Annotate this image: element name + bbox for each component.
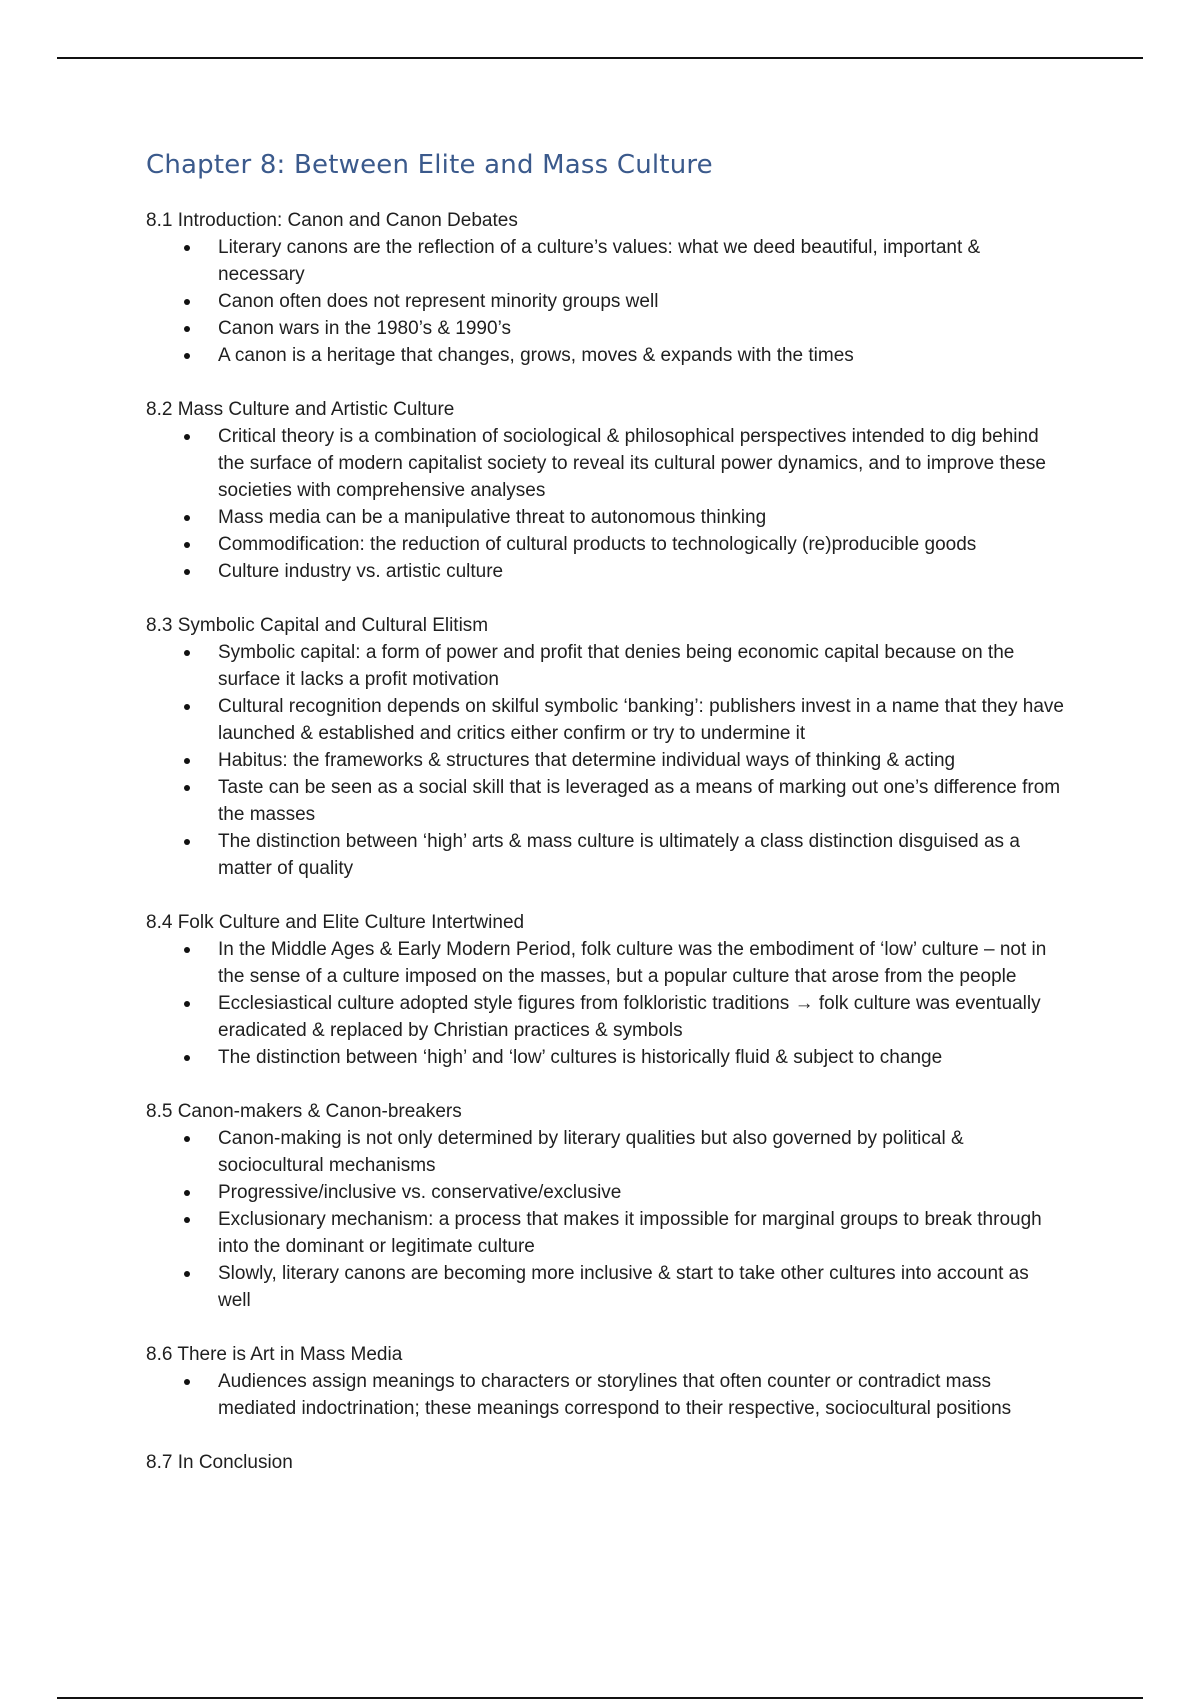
document-body bbox=[146, 145, 1066, 1503]
bullet-icon bbox=[184, 704, 190, 710]
bullet-item bbox=[146, 342, 1066, 369]
bullet-item bbox=[146, 1368, 1066, 1422]
bullet-text: Progressive/inclusive vs. conservative/exclusive bbox=[218, 1182, 622, 1203]
bullet-list bbox=[146, 423, 1066, 585]
bullet-icon bbox=[184, 947, 190, 953]
bullet-text: A canon is a heritage that changes, grows, moves & expands with the times bbox=[218, 345, 854, 366]
bullet-icon bbox=[184, 1379, 190, 1385]
bullet-item bbox=[146, 693, 1066, 747]
bullet-list bbox=[146, 1125, 1066, 1314]
bullet-item bbox=[146, 1044, 1066, 1071]
bullet-icon bbox=[184, 326, 190, 332]
section-heading: 8.1 Introduction: Canon and Canon Debates bbox=[146, 210, 518, 231]
bullet-list bbox=[146, 936, 1066, 1071]
bullet-text: Ecclesiastical culture adopted style figures from folkloristic traditions → folk culture was eventually eradicated & replaced by Christian practices & symbols bbox=[218, 993, 1041, 1041]
bullet-text: Habitus: the frameworks & structures that determine individual ways of thinking & acting bbox=[218, 750, 956, 771]
bullet-text: Culture industry vs. artistic culture bbox=[218, 561, 504, 582]
bullet-text: Critical theory is a combination of sociological & philosophical perspectives intended to dig behind the surface of modern capitalist society to reveal its cultural power dynamics, and to improve these societies with comprehensive analyses bbox=[218, 426, 1046, 501]
bullet-item bbox=[146, 1125, 1066, 1179]
bullet-icon bbox=[184, 1055, 190, 1061]
bullet-text: Literary canons are the reflection of a culture’s values: what we deed beautiful, important & necessary bbox=[218, 237, 981, 285]
section bbox=[146, 612, 1066, 882]
bullet-item bbox=[146, 423, 1066, 504]
bullet-icon bbox=[184, 839, 190, 845]
bullet-icon bbox=[184, 758, 190, 764]
bullet-icon bbox=[184, 1001, 190, 1007]
bullet-text: Audiences assign meanings to characters or storylines that often counter or contradict mass mediated indoctrination; these meanings correspond to their respective, sociocultural positions bbox=[218, 1371, 1012, 1419]
bullet-text: Commodification: the reduction of cultural products to technologically (re)producible goods bbox=[218, 534, 977, 555]
section-heading: 8.4 Folk Culture and Elite Culture Intertwined bbox=[146, 912, 525, 933]
bullet-item bbox=[146, 1206, 1066, 1260]
section-heading: 8.5 Canon-makers & Canon-breakers bbox=[146, 1101, 462, 1122]
bullet-icon bbox=[184, 1217, 190, 1223]
bullet-text: Slowly, literary canons are becoming more inclusive & start to take other cultures into account as well bbox=[218, 1263, 1029, 1311]
bullet-text: Canon wars in the 1980’s & 1990’s bbox=[218, 318, 511, 339]
bullet-item bbox=[146, 774, 1066, 828]
bullet-icon bbox=[184, 650, 190, 656]
bullet-text: The distinction between ‘high’ and ‘low’ cultures is historically fluid & subject to change bbox=[218, 1047, 943, 1068]
bullet-item bbox=[146, 315, 1066, 342]
bullet-text: The distinction between ‘high’ arts & mass culture is ultimately a class distinction disguised as a matter of quality bbox=[218, 831, 1020, 879]
bullet-item bbox=[146, 1260, 1066, 1314]
bullet-text: Cultural recognition depends on skilful symbolic ‘banking’: publishers invest in a name that they have launched & established and critics either confirm or try to undermine it bbox=[218, 696, 1064, 744]
bullet-item bbox=[146, 558, 1066, 585]
bullet-text: Mass media can be a manipulative threat to autonomous thinking bbox=[218, 507, 767, 528]
footer-rule bbox=[57, 1697, 1143, 1699]
section-heading: 8.6 There is Art in Mass Media bbox=[146, 1344, 403, 1365]
bullet-icon bbox=[184, 434, 190, 440]
bullet-text: Taste can be seen as a social skill that is leveraged as a means of marking out one’s difference from the masses bbox=[218, 777, 1061, 825]
bullet-icon bbox=[184, 542, 190, 548]
bullet-icon bbox=[184, 299, 190, 305]
bullet-list bbox=[146, 234, 1066, 369]
bullet-item bbox=[146, 990, 1066, 1044]
bullet-item bbox=[146, 936, 1066, 990]
section bbox=[146, 396, 1066, 585]
bullet-item bbox=[146, 531, 1066, 558]
chapter-title: Chapter 8: Between Elite and Mass Culture bbox=[146, 150, 713, 180]
bullet-text: Canon-making is not only determined by literary qualities but also governed by political & sociocultural mechanisms bbox=[218, 1128, 964, 1176]
bullet-text: Canon often does not represent minority groups well bbox=[218, 291, 659, 312]
section-heading: 8.2 Mass Culture and Artistic Culture bbox=[146, 399, 455, 420]
bullet-item bbox=[146, 288, 1066, 315]
section bbox=[146, 207, 1066, 369]
section bbox=[146, 1449, 1066, 1476]
bullet-icon bbox=[184, 1190, 190, 1196]
bullet-text: In the Middle Ages & Early Modern Period, folk culture was the embodiment of ‘low’ culture – not in the sense of a culture imposed on the masses, but a popular culture that arose from the people bbox=[218, 939, 1047, 987]
section bbox=[146, 909, 1066, 1071]
bullet-item bbox=[146, 639, 1066, 693]
bullet-text: Symbolic capital: a form of power and profit that denies being economic capital because on the surface it lacks a profit motivation bbox=[218, 642, 1015, 690]
bullet-item bbox=[146, 747, 1066, 774]
bullet-list bbox=[146, 639, 1066, 882]
bullet-icon bbox=[184, 353, 190, 359]
bullet-list bbox=[146, 1368, 1066, 1422]
bullet-icon bbox=[184, 515, 190, 521]
section-heading: 8.7 In Conclusion bbox=[146, 1452, 293, 1473]
section-heading: 8.3 Symbolic Capital and Cultural Elitism bbox=[146, 615, 489, 636]
header-rule bbox=[57, 57, 1143, 59]
bullet-item bbox=[146, 828, 1066, 882]
bullet-item bbox=[146, 504, 1066, 531]
bullet-icon bbox=[184, 785, 190, 791]
bullet-icon bbox=[184, 1136, 190, 1142]
section bbox=[146, 1341, 1066, 1422]
section bbox=[146, 1098, 1066, 1314]
sections-container bbox=[146, 207, 1066, 1476]
bullet-icon bbox=[184, 245, 190, 251]
bullet-icon bbox=[184, 569, 190, 575]
bullet-text: Exclusionary mechanism: a process that makes it impossible for marginal groups to break through into the dominant or legitimate culture bbox=[218, 1209, 1042, 1257]
bullet-item bbox=[146, 234, 1066, 288]
bullet-item bbox=[146, 1179, 1066, 1206]
bullet-icon bbox=[184, 1271, 190, 1277]
